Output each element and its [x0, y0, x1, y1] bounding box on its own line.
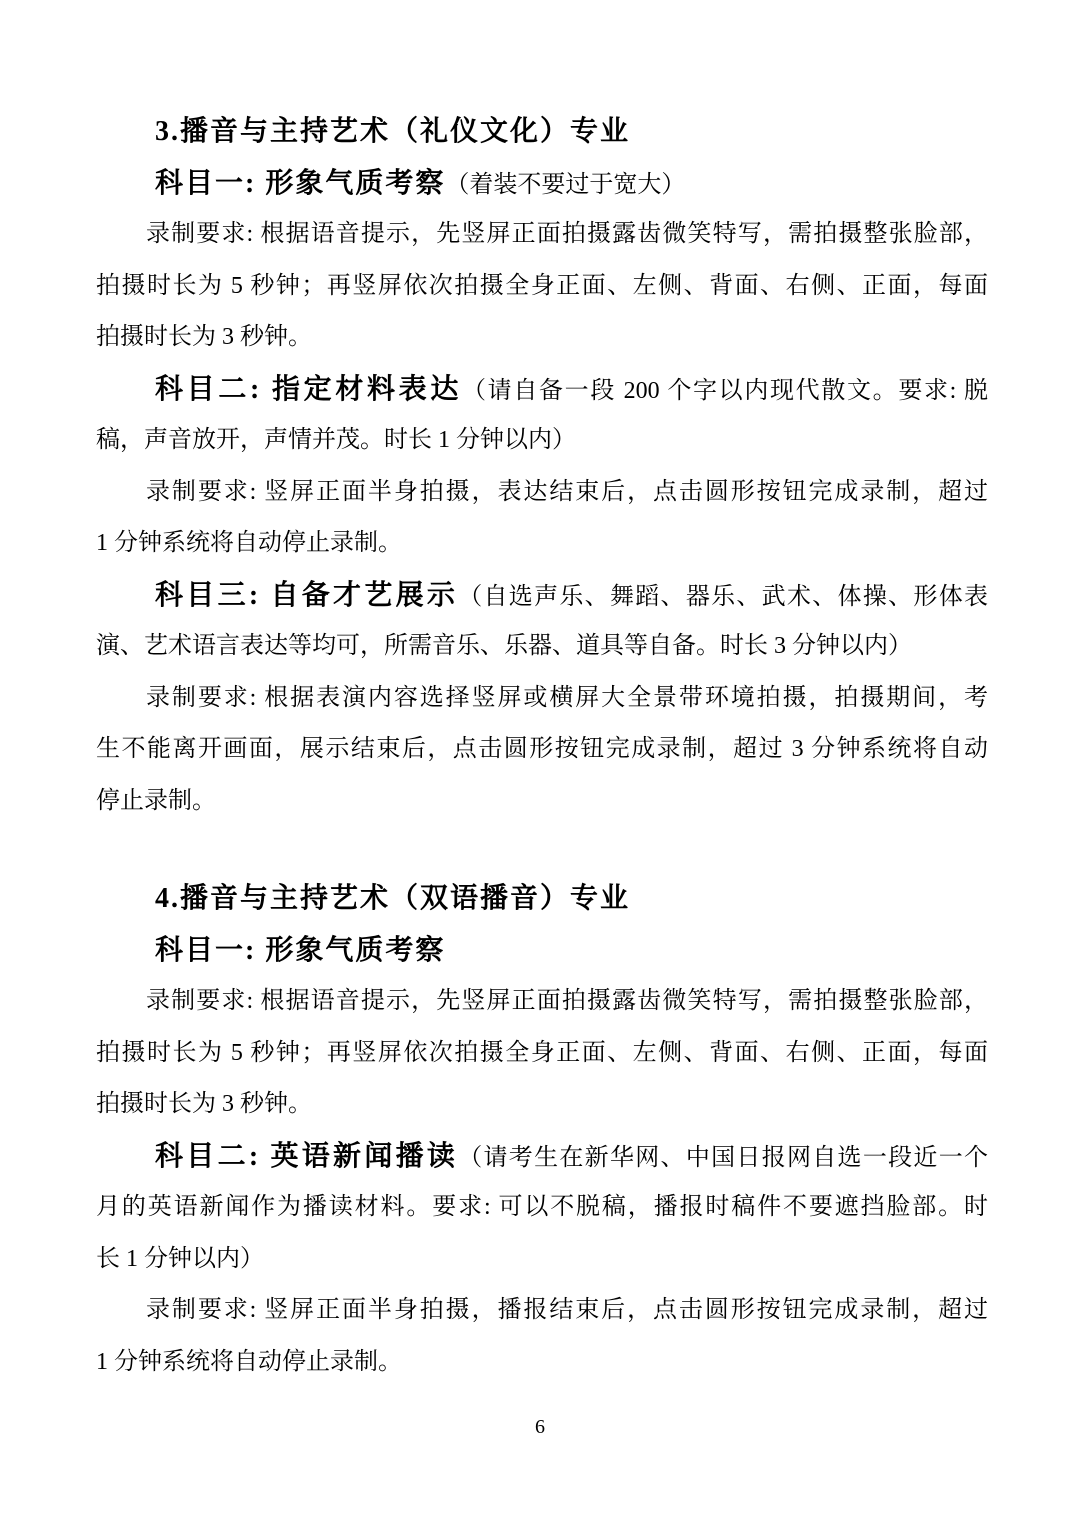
- body-line: 稿，声音放开，声情并茂。时长 1 分钟以内）: [96, 427, 576, 453]
- body-line: 1 分钟系统将自动停止录制。: [96, 1348, 402, 1375]
- subject-note: （自选声乐、舞蹈、器乐、武术、体操、形体表: [458, 583, 988, 610]
- subject-label: 科目三: 自备才艺展示: [155, 579, 459, 611]
- page-number: 6: [535, 1416, 545, 1438]
- subject-line: [96, 570, 988, 622]
- body-line: 1 分钟系统将自动停止录制。: [96, 530, 402, 556]
- subject-line: [96, 925, 988, 977]
- body-line: 长 1 分钟以内）: [96, 1245, 264, 1272]
- subject-label: 科目二: 指定材料表达: [155, 373, 462, 405]
- body-line: 录制要求: 根据语音提示，先竖屏正面拍摄露齿微笑特写，需拍摄整张脸部，: [146, 221, 988, 247]
- section-heading: 3.播音与主持艺术（礼仪文化）专业: [155, 116, 631, 147]
- body-line: 拍摄时长为 5 秒钟；再竖屏依次拍摄全身正面、左侧、背面、右侧、正面，每面: [96, 1039, 988, 1066]
- body-line: 生不能离开画面，展示结束后，点击圆形按钮完成录制，超过 3 分钟系统将自动: [96, 736, 988, 762]
- subject-note: （请考生在新华网、中国日报网自选一段近一个: [458, 1144, 988, 1171]
- body-line: 拍摄时长为 3 秒钟。: [96, 1091, 312, 1117]
- subject-line: [96, 1131, 988, 1183]
- subject-label: 科目二: 英语新闻播读: [155, 1140, 459, 1172]
- body-line: 录制要求: 根据表演内容选择竖屏或横屏大全景带环境拍摄，拍摄期间，考: [146, 684, 988, 711]
- body-line: 录制要求: 竖屏正面半身拍摄，表达结束后，点击圆形按钮完成录制，超过: [146, 478, 988, 505]
- body-line: 演、艺术语言表达等均可，所需音乐、乐器、道具等自备。时长 3 分钟以内）: [96, 633, 912, 659]
- subject-note: （请自备一段 200 个字以内现代散文。要求: 脱: [462, 377, 989, 404]
- body-line: 月的英语新闻作为播读材料。要求: 可以不脱稿，播报时稿件不要遮挡脸部。时: [96, 1194, 988, 1220]
- body-line: 拍摄时长为 5 秒钟；再竖屏依次拍摄全身正面、左侧、背面、右侧、正面，每面: [96, 272, 988, 299]
- document-body: [96, 106, 988, 1388]
- subject-line: [96, 364, 988, 416]
- body-line: 录制要求: 根据语音提示，先竖屏正面拍摄露齿微笑特写，需拍摄整张脸部，: [146, 988, 988, 1014]
- subject-note: （着装不要过于宽大）: [445, 171, 686, 198]
- subject-line: [96, 158, 988, 210]
- section-gap: [96, 827, 988, 873]
- section-heading: 4.播音与主持艺术（双语播音）专业: [155, 883, 631, 914]
- body-line: 拍摄时长为 3 秒钟。: [96, 324, 312, 350]
- subject-label: 科目一: 形象气质考察: [155, 167, 446, 199]
- body-line: 停止录制。: [96, 787, 216, 814]
- subject-label: 科目一: 形象气质考察: [155, 934, 446, 966]
- body-line: 录制要求: 竖屏正面半身拍摄，播报结束后，点击圆形按钮完成录制，超过: [146, 1297, 988, 1323]
